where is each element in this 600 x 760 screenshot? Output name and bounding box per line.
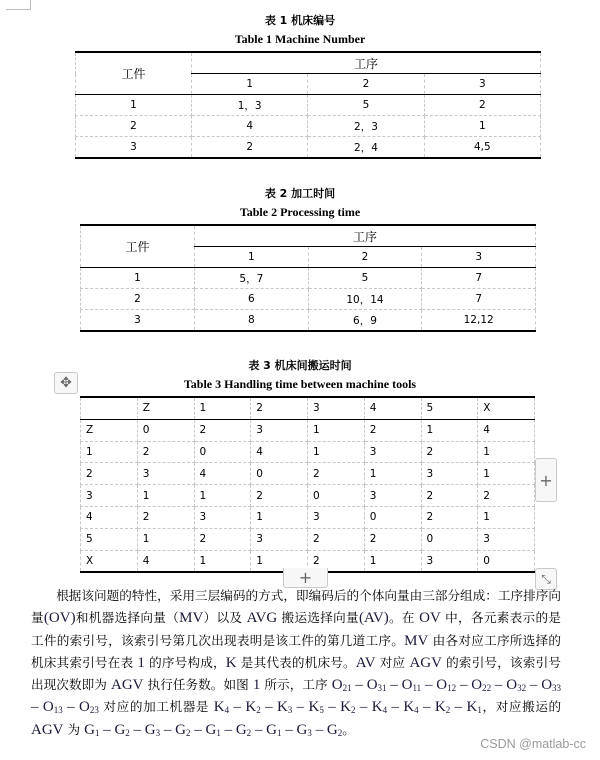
dash-separator: –: [99, 721, 115, 738]
machine-token: $K_2$: [340, 699, 356, 716]
machine-token: $K_4$: [403, 699, 419, 716]
dash-separator: –: [323, 699, 341, 716]
table3-cell: 2: [308, 550, 365, 572]
table3-cell: 3: [251, 419, 308, 441]
table3-cell: 0: [364, 506, 421, 528]
table2-row-header: 工件: [81, 225, 195, 268]
dash-separator: –: [351, 677, 367, 694]
dash-separator: –: [526, 677, 542, 694]
table1-cell: 1: [424, 116, 540, 137]
term-ov: (OV): [43, 610, 76, 627]
table3-cell: 3: [421, 463, 478, 485]
table2-cell: 7: [422, 268, 536, 289]
text-segment: 是其代表的机床号。: [236, 654, 356, 670]
table3-cell: 0: [194, 441, 251, 463]
text-segment: 的序号构成，: [144, 654, 226, 670]
text-segment: ，对应搬运的: [481, 699, 562, 715]
table3-cell: 1: [251, 506, 308, 528]
table2-group-header: 工序: [195, 225, 536, 247]
term-av: (AV): [358, 610, 389, 627]
operation-token: $O_{13}$: [42, 699, 63, 716]
operation-token: $O_{31}$: [366, 677, 387, 694]
dash-separator: –: [418, 699, 435, 716]
table-row: [81, 268, 536, 289]
table3-col-header: 4: [364, 397, 421, 419]
operation-token: $O_{21}$: [331, 677, 352, 694]
text-segment: 由各对应工序所选择的机床其索引号在表: [31, 632, 562, 670]
table3-cell: 1: [251, 550, 308, 572]
table3-cell: 4: [251, 441, 308, 463]
table-row: [81, 289, 536, 310]
machine-token: $K_5$: [308, 699, 324, 716]
dash-separator: –: [450, 699, 467, 716]
text-segment: 搬运选择向量: [277, 610, 359, 626]
machine-sequence: [214, 699, 482, 715]
table3-cell: 2: [251, 485, 308, 507]
term-k: K: [225, 654, 237, 671]
table1-col-header: 2: [308, 74, 424, 95]
machine-token: $K_2$: [245, 699, 261, 716]
table2-cell: 5: [308, 268, 422, 289]
operation-token: $O_{33}$: [541, 677, 562, 694]
agv-token: $G_3$: [144, 721, 161, 738]
operation-token: $O_{23}$: [78, 699, 99, 716]
operation-token: $O_{12}$: [436, 677, 457, 694]
table3-caption-cn: 表 3 机床间搬运时间: [248, 359, 352, 372]
table1-job: 1: [76, 95, 192, 116]
table3-cell: 2: [421, 485, 478, 507]
table3-col-header: 5: [421, 397, 478, 419]
term-mv: MV: [179, 610, 204, 627]
table3-cell: 2: [137, 506, 194, 528]
table3-cell: 4: [478, 419, 535, 441]
table-row: [81, 528, 535, 550]
machine-token: $K_2$: [434, 699, 451, 716]
table-row: [81, 506, 535, 528]
table2-caption-cn: 表 2 加工时间: [264, 187, 336, 200]
text-segment: 和机器选择向量（: [75, 610, 180, 626]
watermark: CSDN @matlab-cc: [480, 737, 586, 751]
table1-cell: 1，3: [192, 95, 308, 116]
table3-corner-cell: [81, 397, 138, 419]
table3-col-header: X: [478, 397, 535, 419]
table3-col-header: 3: [308, 397, 365, 419]
dash-separator: –: [456, 677, 472, 694]
table1-cell: 2，3: [308, 116, 424, 137]
table3-cell: 3: [421, 550, 478, 572]
table3-cell: 3: [194, 506, 251, 528]
table-row: [76, 95, 541, 116]
operation-token: $O_{22}$: [471, 677, 492, 694]
table1-col-header: 3: [424, 74, 540, 95]
term-mv: MV: [404, 632, 429, 649]
add-column-button[interactable]: [535, 458, 557, 502]
table2-col-header: 3: [422, 247, 536, 268]
table3-cell: 3: [251, 528, 308, 550]
table2-cell: 6，9: [308, 310, 422, 332]
table3-cell: 2: [308, 528, 365, 550]
table3-cell: 3: [137, 463, 194, 485]
table3-cell: 2: [194, 419, 251, 441]
text-segment: 所示，工序: [260, 677, 332, 693]
table1-cell: 4: [192, 116, 308, 137]
agv-token: $G_1$: [266, 721, 282, 738]
table1-cell: 4,5: [424, 137, 540, 159]
table3-cell: 3: [364, 441, 421, 463]
table3-cell: 1: [194, 550, 251, 572]
table3-cell: 2: [308, 463, 365, 485]
table3-cell: 1: [421, 419, 478, 441]
table-row: [76, 116, 541, 137]
agv-token: $G_3$: [296, 721, 312, 738]
table1-job: 3: [76, 137, 192, 159]
dash-separator: –: [160, 721, 176, 738]
term-agv: AGV: [110, 677, 144, 694]
dash-separator: –: [311, 721, 327, 738]
table2-cell: 8: [195, 310, 309, 332]
table2-col-header: 2: [308, 247, 422, 268]
table3-row-label: 5: [81, 528, 138, 550]
dash-separator: –: [355, 699, 372, 716]
term-agv: AGV: [409, 654, 442, 671]
table3-row-label: 1: [81, 441, 138, 463]
text-segment: 中，各元素表示的是工件的索引号，该索引号第几次出现表明是该工件的第几道工序。: [31, 610, 561, 648]
table3-cell: 1: [478, 441, 535, 463]
table2-cell: 12,12: [422, 310, 536, 332]
table2-processing-time: [80, 224, 536, 332]
table3-caption-en: Table 3 Handling time between machine tools: [183, 377, 417, 391]
dash-separator: –: [229, 699, 246, 716]
machine-token: $K_4$: [213, 699, 230, 716]
text-segment: ）以及: [203, 610, 247, 626]
table3-cell: 4: [194, 463, 251, 485]
term-agv: AGV: [31, 721, 64, 738]
table3-col-header: Z: [137, 397, 194, 419]
table3-cell: 4: [137, 550, 194, 572]
dash-separator: –: [129, 721, 145, 738]
table3-cell: 2: [421, 441, 478, 463]
table1-machine-number: [75, 51, 541, 159]
table1-cell: 2，4: [308, 137, 424, 159]
table3-cell: 1: [364, 463, 421, 485]
dash-separator: –: [281, 721, 297, 738]
table3-cell: 0: [251, 463, 308, 485]
text-segment: 。在: [388, 610, 420, 626]
table3-cell: 2: [478, 485, 535, 507]
table3-row-label: 4: [81, 506, 138, 528]
table1-col-header: 1: [192, 74, 308, 95]
dash-separator: –: [421, 677, 437, 694]
table1-job: 2: [76, 116, 192, 137]
table1-caption-cn: 表 1 机床编号: [264, 14, 336, 27]
term-ov: OV: [419, 610, 441, 627]
figure-ref: 1: [252, 677, 261, 694]
table2-cell: 7: [422, 289, 536, 310]
table3-cell: 0: [478, 550, 535, 572]
table-row: [81, 310, 536, 332]
move-arrows-icon[interactable]: ✥: [54, 372, 78, 394]
dash-separator: –: [491, 677, 507, 694]
text-segment: 的索引号，该索引号出现次数即为: [31, 654, 561, 693]
table3-cell: 1: [308, 419, 365, 441]
dash-separator: –: [292, 699, 309, 716]
table3-row-label: 2: [81, 463, 138, 485]
table3-row-label: Z: [81, 419, 138, 441]
table-row: [81, 419, 535, 441]
table3-cell: 1: [137, 485, 194, 507]
table1-cell: 2: [192, 137, 308, 159]
table3-cell: 1: [194, 485, 251, 507]
text-segment: 对应的加工机器是: [98, 699, 214, 715]
table3-cell: 2: [137, 441, 194, 463]
text-segment: 根据该问题的特性，采用三层编码的方式，即编码后的个体向量由三部分组成：工序排序向量: [31, 588, 561, 626]
table2-job: 3: [81, 310, 195, 332]
text-segment: 对应: [375, 654, 410, 670]
term-avg: AVG: [246, 610, 278, 627]
table3-cell: 3: [478, 528, 535, 550]
term-av: AV: [355, 654, 376, 671]
table1-row-header: 工件: [76, 52, 192, 95]
text-segment: 为: [63, 721, 85, 737]
text-segment: 执行任务数。如图: [143, 677, 253, 693]
operation-token: $O_{11}$: [401, 677, 422, 694]
table3-cell: 1: [308, 441, 365, 463]
table3-cell: 2: [364, 528, 421, 550]
table-row: [76, 137, 541, 159]
table1-group-header: 工序: [192, 52, 541, 74]
table-row: [81, 441, 535, 463]
table2-job: 1: [81, 268, 195, 289]
operation-token: $O_{32}$: [506, 677, 527, 694]
text-segment: 。: [342, 721, 355, 737]
dash-separator: –: [260, 699, 277, 716]
agv-token: $G_2$: [235, 721, 252, 738]
table3-cell: 1: [478, 463, 535, 485]
table2-cell: 5，7: [195, 268, 309, 289]
table3-handling-time: [80, 396, 535, 573]
table3-col-header: 2: [251, 397, 308, 419]
table2-cell: 10，14: [308, 289, 422, 310]
table-row: [81, 463, 535, 485]
dash-separator: –: [251, 721, 267, 738]
dash-separator: –: [31, 699, 43, 716]
agv-token: $G_2$: [175, 721, 191, 738]
agv-sequence: [84, 722, 342, 738]
agv-token: $G_2$: [114, 721, 130, 738]
table3-cell: 2: [421, 506, 478, 528]
table3-row-label: 3: [81, 485, 138, 507]
table3-col-header: 1: [194, 397, 251, 419]
table3-cell: 0: [308, 485, 365, 507]
agv-token: $G_1$: [84, 721, 100, 738]
table3-cell: 0: [137, 419, 194, 441]
table3-cell: 2: [364, 419, 421, 441]
dash-separator: –: [386, 677, 402, 694]
dash-separator: –: [62, 699, 79, 716]
table3-cell: 0: [421, 528, 478, 550]
plus-icon: +: [539, 470, 553, 490]
table-row: [81, 485, 535, 507]
table-ref: 1: [137, 654, 145, 671]
table2-col-header: 1: [195, 247, 309, 268]
machine-token: $K_1$: [466, 699, 482, 716]
machine-token: $K_4$: [371, 699, 388, 716]
machine-token: $K_3$: [276, 699, 293, 716]
table2-caption-en: Table 2 Processing time: [239, 205, 361, 219]
body-paragraph: [31, 585, 561, 741]
table3-row-label: X: [81, 550, 138, 572]
table3-cell: 2: [194, 528, 251, 550]
agv-token: $G_2$: [326, 721, 343, 738]
table1-cell: 2: [424, 95, 540, 116]
resize-diagonal-icon[interactable]: ⤡: [535, 568, 557, 590]
plus-icon: +: [298, 568, 313, 587]
page-corner-mark: [6, 0, 31, 10]
table2-job: 2: [81, 289, 195, 310]
dash-separator: –: [387, 699, 404, 716]
table3-cell: 3: [308, 506, 365, 528]
table1-caption-en: Table 1 Machine Number: [234, 32, 366, 46]
table3-cell: 1: [137, 528, 194, 550]
table3-cell: 3: [364, 485, 421, 507]
table3-cell: 1: [364, 550, 421, 572]
table1-cell: 5: [308, 95, 424, 116]
dash-separator: –: [190, 721, 206, 738]
table2-cell: 6: [195, 289, 309, 310]
dash-separator: –: [220, 721, 236, 738]
agv-token: $G_1$: [205, 721, 221, 738]
table3-cell: 1: [478, 506, 535, 528]
